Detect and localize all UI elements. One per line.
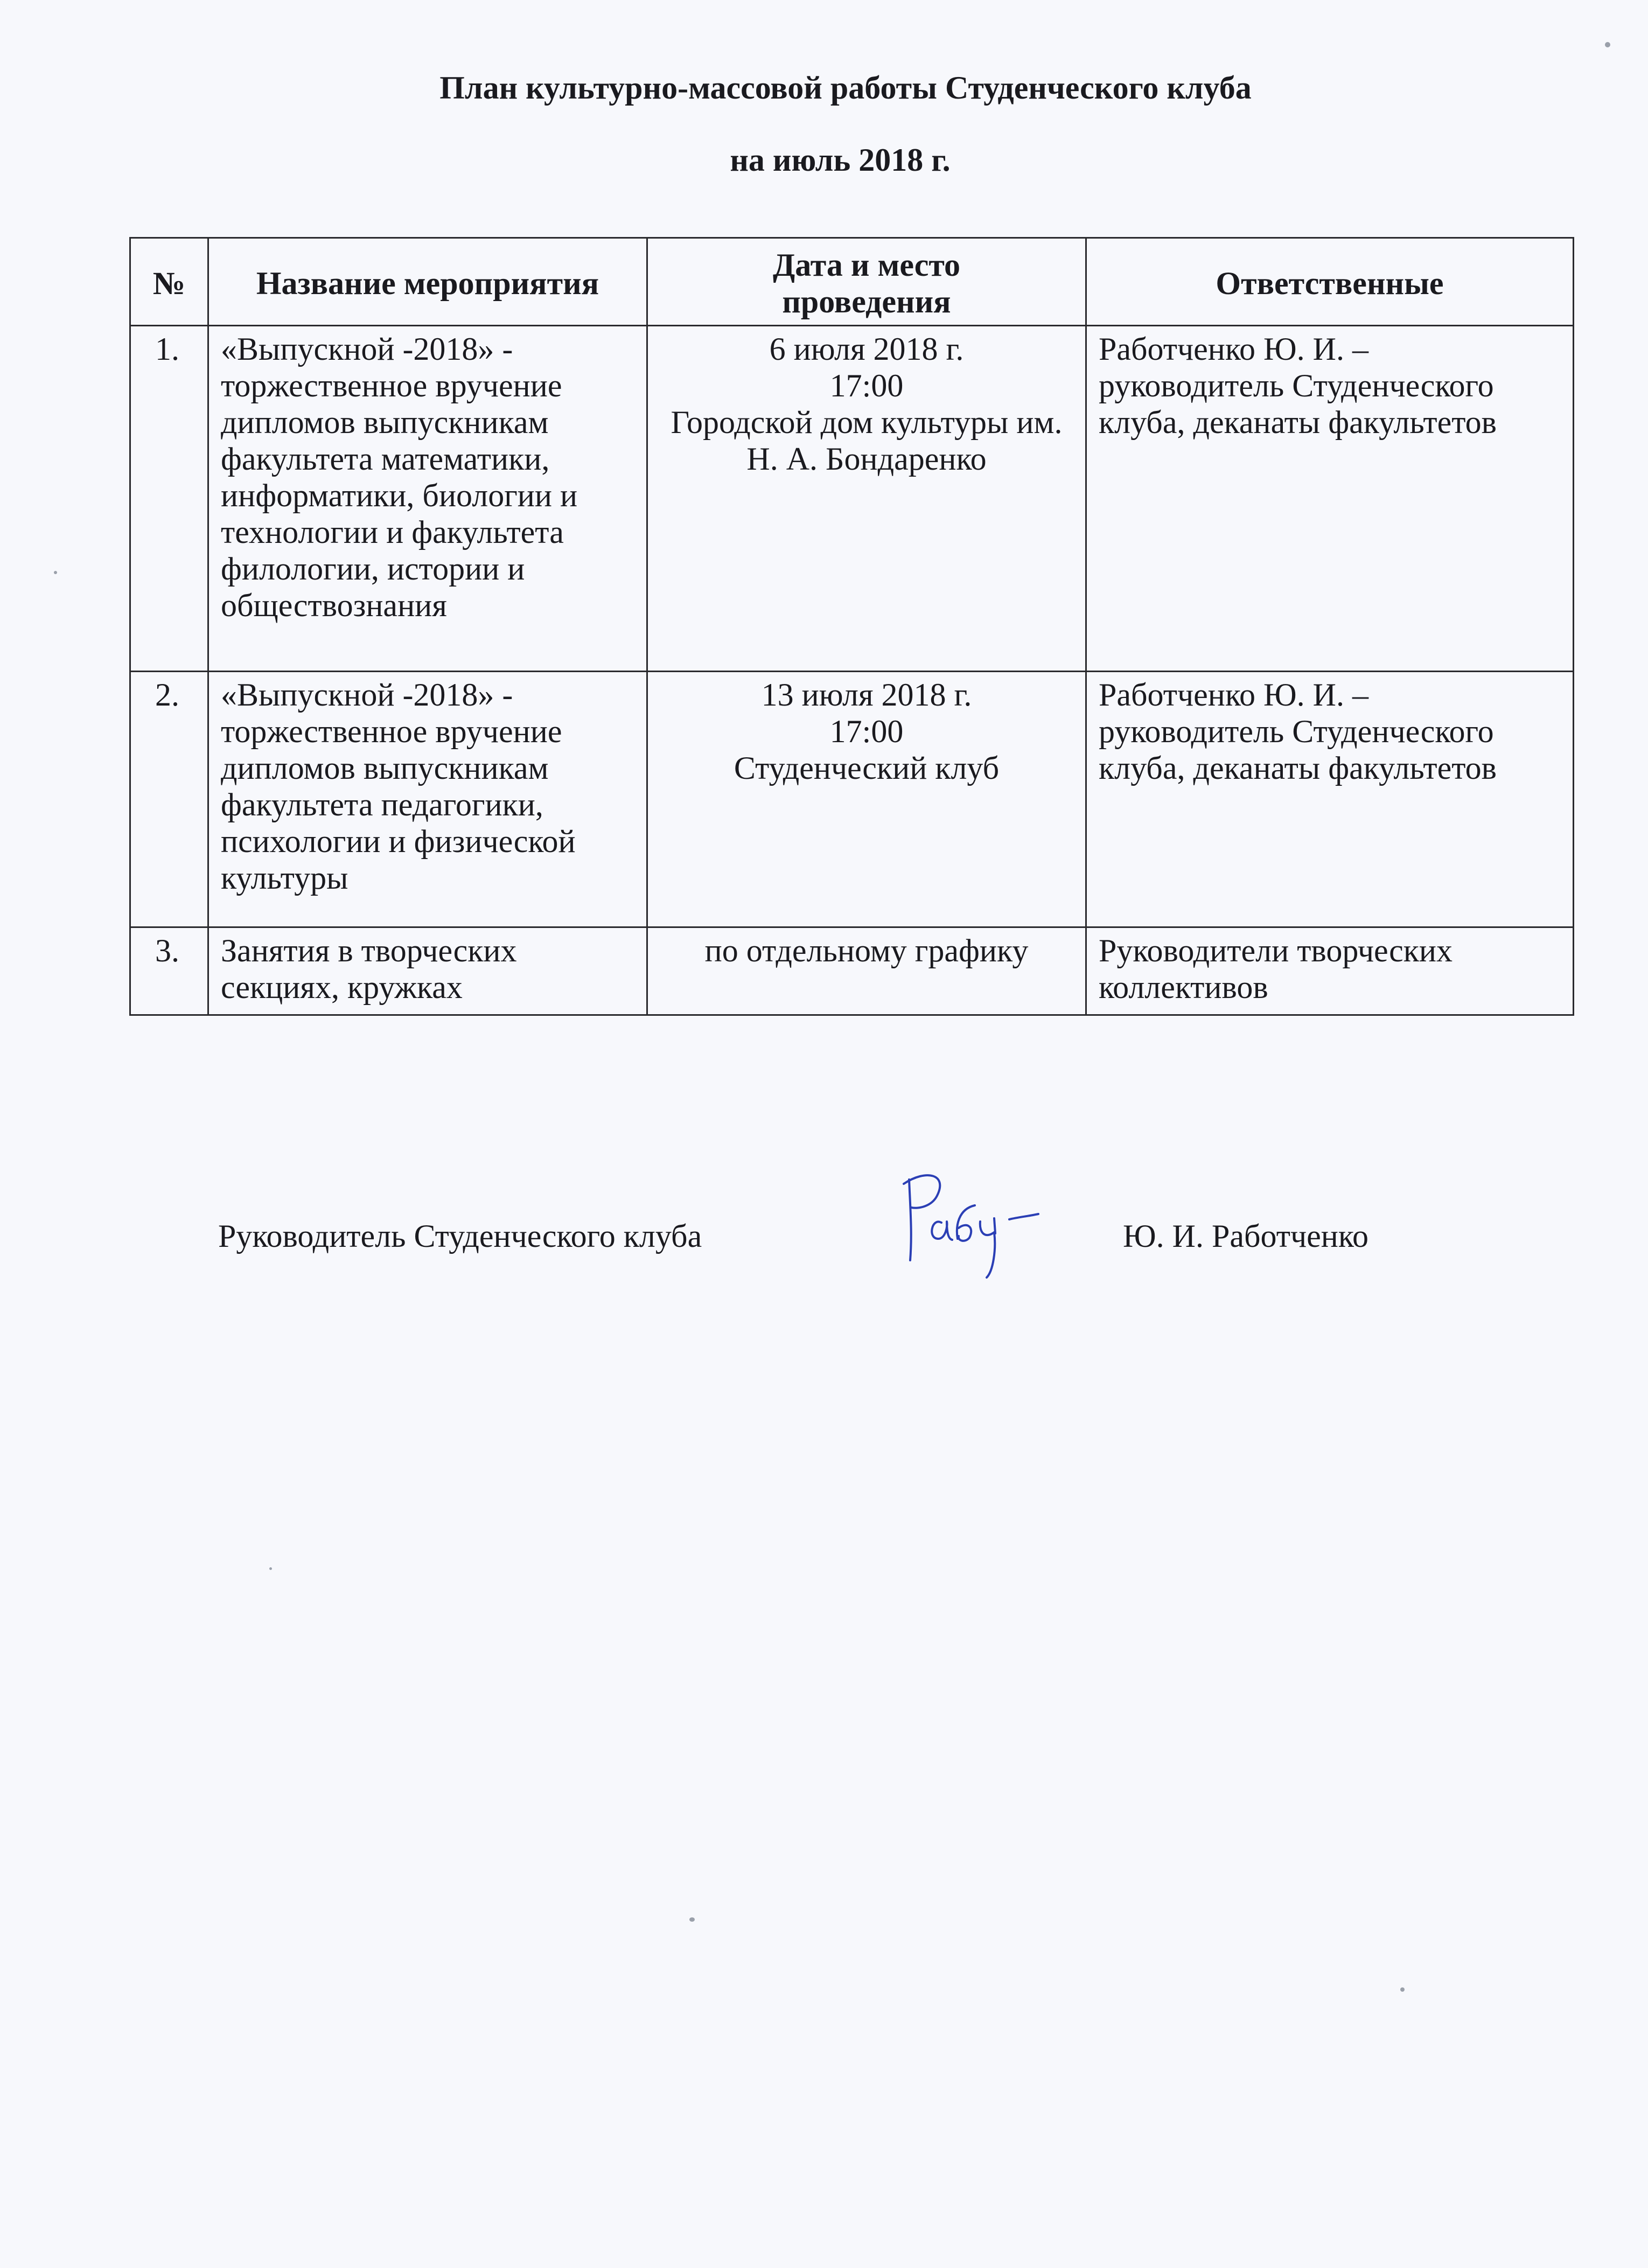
row-responsible: Работченко Ю. И. – руководитель Студенческого клуба, деканаты факультетов xyxy=(1086,672,1574,927)
row-date-place xyxy=(647,326,1086,672)
row-event-name: Занятия в творческих секциях, кружках xyxy=(208,927,647,1015)
row-date-place xyxy=(647,672,1086,927)
scan-speck xyxy=(1605,42,1610,47)
row-event-name: «Выпускной -2018» - торжественное вручение дипломов выпускникам факультета математики, информатики, биологии и технологии и факультета филологии, истории и обществознания xyxy=(208,326,647,672)
row-num: 1. xyxy=(130,326,208,672)
row-place: Городской дом культуры им. Н. А. Бондаренко xyxy=(671,404,1063,477)
table-row xyxy=(130,326,1574,672)
row-date: 13 июля 2018 г. xyxy=(761,677,972,713)
row-event-name: «Выпускной -2018» - торжественное вручение дипломов выпускникам факультета педагогики, психологии и физической культуры xyxy=(208,672,647,927)
handwritten-signature xyxy=(894,1158,1045,1282)
header-name: Название мероприятия xyxy=(208,238,647,326)
scan-speck xyxy=(269,1567,272,1570)
row-date-place xyxy=(647,927,1086,1015)
row-place: Студенческий клуб xyxy=(734,750,1000,786)
events-table xyxy=(129,237,1574,1016)
header-date-place: Дата и место проведения xyxy=(647,238,1086,326)
scan-speck xyxy=(689,1917,695,1922)
row-time: 17:00 xyxy=(829,368,904,403)
row-num: 2. xyxy=(130,672,208,927)
scan-speck xyxy=(54,571,57,574)
scan-speck xyxy=(1400,1987,1405,1992)
document-title: План культурно-массовой работы Студенческого клуба xyxy=(439,70,1252,106)
table-row xyxy=(130,927,1574,1015)
row-num: 3. xyxy=(130,927,208,1015)
row-responsible: Руководители творческих коллективов xyxy=(1086,927,1574,1015)
row-date: по отдельному графику xyxy=(704,933,1029,968)
signatory-name: Ю. И. Работченко xyxy=(1123,1218,1368,1254)
document-subtitle: на июль 2018 г. xyxy=(730,142,951,178)
table-header-row xyxy=(130,238,1574,326)
table-row xyxy=(130,672,1574,927)
header-responsible: Ответственные xyxy=(1086,238,1574,326)
row-responsible: Работченко Ю. И. – руководитель Студенческого клуба, деканаты факультетов xyxy=(1086,326,1574,672)
row-date: 6 июля 2018 г. xyxy=(769,331,964,367)
header-num: № xyxy=(130,238,208,326)
signatory-position: Руководитель Студенческого клуба xyxy=(218,1218,702,1254)
row-time: 17:00 xyxy=(829,714,904,749)
